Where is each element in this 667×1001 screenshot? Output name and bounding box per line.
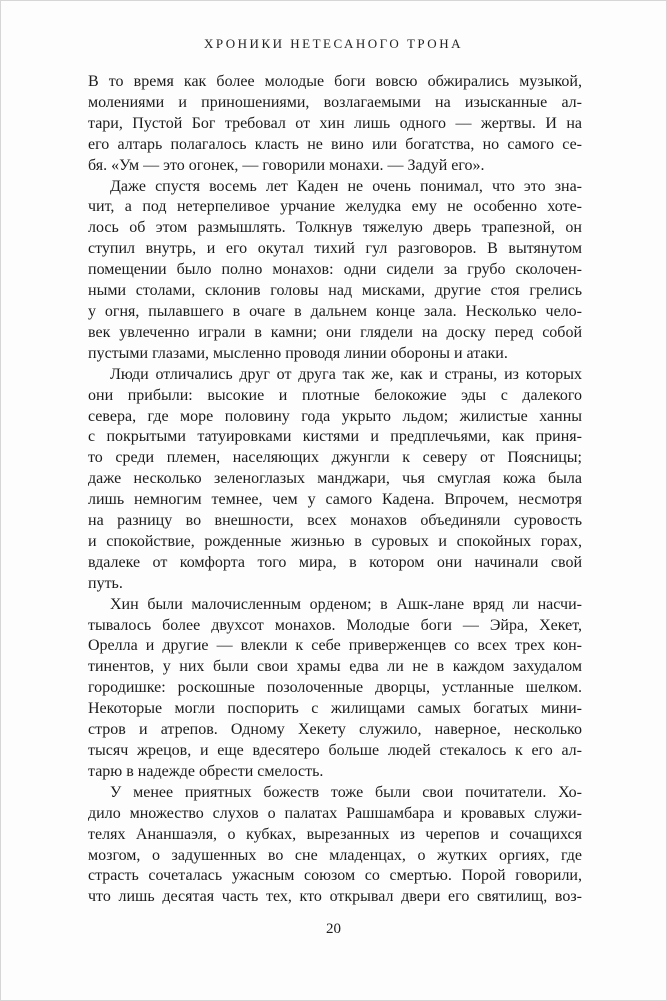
text-line: тывалось более двухсот монахов. Молодые боги — Эйра, Хекет, — [88, 616, 582, 634]
text-line: Некоторые могли поспорить с жилищами самых богатых мини- — [88, 700, 582, 718]
text-line: севера, где море половину года укрыто льдом; жилистые ханны — [88, 407, 582, 425]
page-body — [88, 72, 582, 908]
text-line: Люди отличались друг от друга так же, как и страны, из которых — [110, 365, 582, 383]
text-line: страсть сочеталась ужасным союзом со смертью. Порой говорили, — [88, 867, 582, 885]
running-head: ХРОНИКИ НЕТЕСАНОГО ТРОНА — [204, 36, 463, 51]
text-line: век увлеченно играли в камни; они глядели на доску перед собой — [88, 323, 582, 341]
text-line: тарю в надежде обрести смелость. — [88, 762, 324, 780]
text-line: с покрытыми татуировками кистями и предплечьями, как приня- — [88, 428, 582, 446]
text-line: телях Ананшаэля, о кубках, вырезанных из черепов и сочащихся — [88, 825, 582, 843]
text-line: У менее приятных божеств тоже были свои почитатели. Хо- — [110, 783, 582, 801]
text-line: бя. «Ум — это огонек, — говорили монахи. — Задуй его». — [88, 156, 485, 174]
text-line: Даже спустя восемь лет Каден не очень понимал, что это зна- — [110, 177, 582, 195]
text-line: Хин были малочисленным орденом; в Ашк-лане вряд ли насчи- — [110, 595, 582, 613]
paragraph — [88, 595, 582, 783]
text-line: его алтарь полагалось класть не вино или богатства, но самого се- — [88, 135, 582, 153]
text-line: ными столами, склонив головы над мисками, другие стоя грелись — [88, 282, 582, 300]
text-line: ступил внутрь, и его окутал тихий гул разговоров. В вытянутом — [88, 240, 582, 258]
text-line: тинентов, у них были свои храмы едва ли не в каждом захудалом — [88, 658, 582, 676]
text-line: и спокойствие, рожденные жизнью в суровых и спокойных горах, — [88, 532, 582, 550]
text-line: стров и атрепов. Одному Хекету служило, наверное, несколько — [88, 721, 582, 739]
text-line: у огня, пылавшего в очаге в дальнем конце зала. Несколько чело- — [88, 302, 582, 320]
text-line: чит, а под нетерпеливое урчание желудка ему не особенно хоте- — [88, 198, 582, 216]
paragraph — [88, 365, 582, 595]
text-line: городишке: роскошные позолоченные дворцы, устланные шелком. — [88, 679, 582, 697]
text-line: даже несколько зеленоглазых манджари, чья смуглая кожа была — [88, 470, 582, 488]
text-line: В то время как более молодые боги вовсю обжирались музыкой, — [88, 73, 582, 90]
text-line: лось об этом размышлять. Толкнув тяжелую дверь трапезной, он — [88, 219, 582, 237]
text-line: что лишь десятая часть тех, кто открывал двери его святилищ, воз- — [88, 888, 582, 906]
text-line: то среди племен, населяющих джунгли к северу от Поясницы; — [88, 449, 582, 467]
text-line: мозгом, о задушенных во сне младенцах, о жутких оргиях, где — [88, 846, 582, 864]
text-line: тысяч жрецов, и еще вдесятеро больше людей стекалось к его ал- — [88, 742, 582, 759]
text-line: вдалеке от комфорта того мира, в котором они начинали свой — [88, 553, 582, 571]
page-number: 20 — [326, 921, 341, 937]
text-line: на разницу во внешности, всех монахов объединяли суровость — [88, 512, 582, 530]
paragraph — [88, 177, 582, 365]
text-line: лишь немногим темнее, чем у самого Кадена. Впрочем, несмотря — [88, 491, 582, 509]
paragraph — [88, 783, 582, 908]
text-line: пустыми глазами, мысленно проводя линии обороны и атаки. — [88, 344, 508, 362]
text-line: тари, Пустой Бог требовал от хин лишь одного — жертвы. И на — [88, 114, 582, 132]
text-line: помещении было полно монахов: одни сидели за грубо сколочен- — [88, 261, 582, 279]
text-line: Орелла и другие — влекли к себе приверженцев со всех трех кон- — [88, 637, 582, 655]
text-line: молениями и приношениями, возлагаемыми на изысканные ал- — [88, 93, 582, 111]
paragraph — [88, 72, 582, 177]
text-line: дило множество слухов о палатах Рашшамбара и кровавых служи- — [88, 804, 582, 822]
text-line: путь. — [88, 574, 123, 592]
text-line: они прибыли: высокие и плотные белокожие эды с далекого — [88, 386, 582, 404]
